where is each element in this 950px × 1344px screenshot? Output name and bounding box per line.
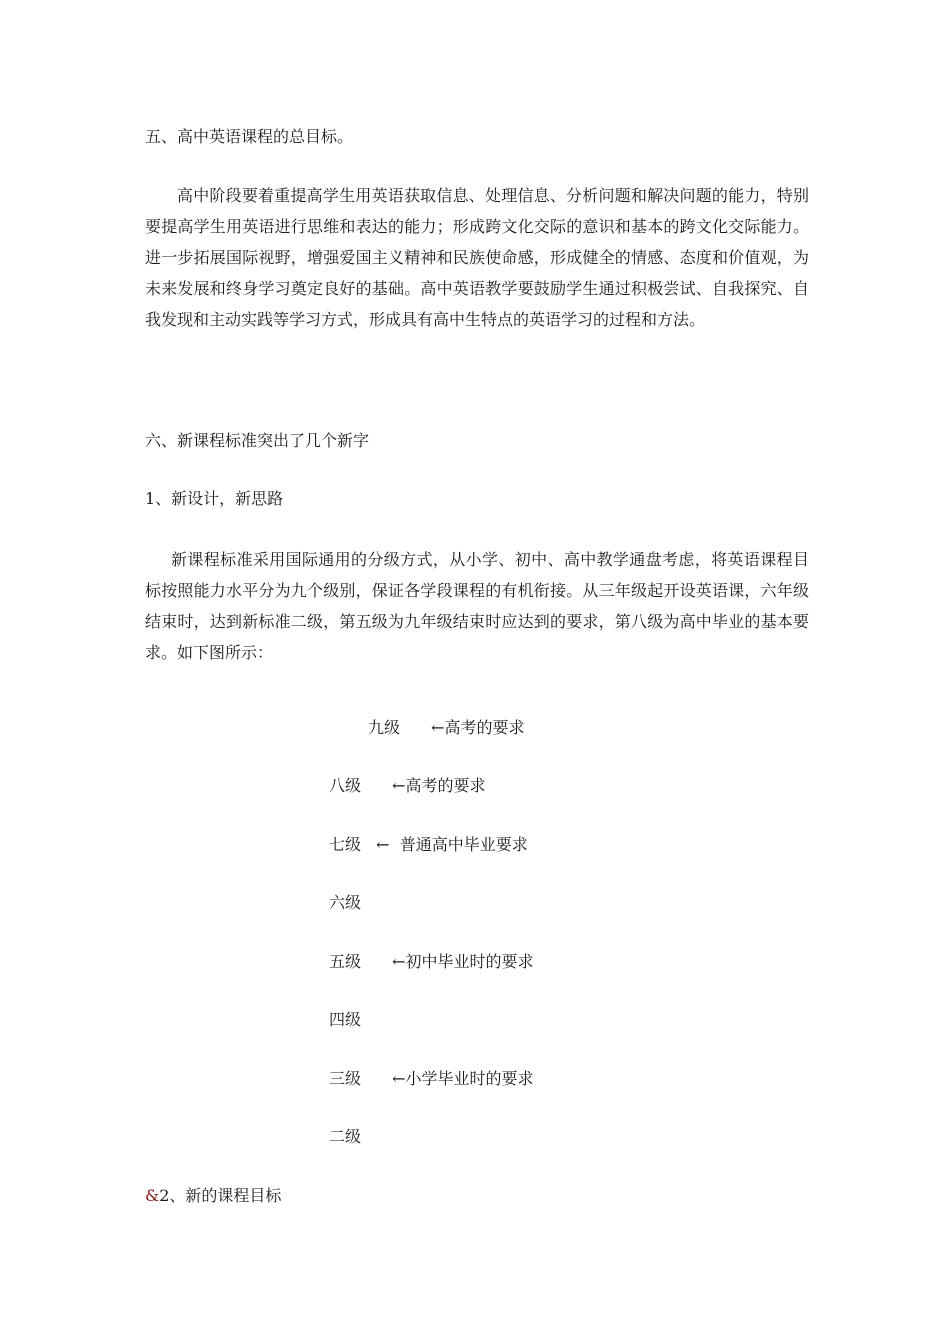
level-row — [329, 1069, 534, 1089]
level-row — [329, 835, 528, 855]
level-row — [329, 1127, 361, 1147]
level-row — [329, 952, 534, 972]
level-label: 九级 — [368, 718, 401, 737]
level-label: 八级 — [329, 776, 362, 795]
level-row — [329, 1010, 361, 1030]
level-note: ←高考的要求 — [431, 718, 525, 737]
level-label: 四级 — [329, 1010, 362, 1029]
level-note: ←初中毕业时的要求 — [392, 952, 534, 971]
section6-sub1-body: 新课程标准采用国际通用的分级方式，从小学、初中、高中教学通盘考虑，将英语课程目标按照能力水平分为九个级别，保证各学段课程的有机衔接。从三年级起开设英语课，六年级结束时，达到新标准二级，第五级为九年级结束时应达到的要求，第八级为高中毕业的基本要求。如下图所示： — [145, 550, 809, 662]
level-label: 三级 — [329, 1069, 362, 1088]
level-note: ←小学毕业时的要求 — [392, 1069, 534, 1088]
level-row — [329, 893, 361, 913]
level-row — [368, 718, 525, 738]
level-label: 五级 — [329, 952, 362, 971]
section6-heading: 六、新课程标准突出了几个新字 — [145, 431, 370, 450]
level-label: 六级 — [329, 893, 362, 912]
section6-sub1-heading: 1、新设计，新思路 — [145, 489, 284, 508]
level-label: 七级 — [329, 835, 362, 854]
ampersand-mark: & — [145, 1186, 160, 1205]
level-label: 二级 — [329, 1127, 362, 1146]
section6-sub2-text: 2、新的课程目标 — [159, 1186, 282, 1205]
level-row — [329, 776, 486, 796]
section5-body: 高中阶段要着重提高学生用英语获取信息、处理信息、分析问题和解决问题的能力，特别要提高学生用英语进行思维和表达的能力；形成跨文化交际的意识和基本的跨文化交际能力。进一步拓展国际视野，增强爱国主义精神和民族使命感，形成健全的情感、态度和价值观，为未来发展和终身学习奠定良好的基础。高中英语教学要鼓励学生通过积极尝试、自我探究、自我发现和主动实践等学习方式，形成具有高中生特点的英语学习的过程和方法。 — [145, 186, 809, 329]
level-note: ←高考的要求 — [392, 776, 486, 795]
section5-heading: 五、高中英语课程的总目标。 — [145, 127, 354, 146]
level-note: ← 普通高中毕业要求 — [376, 835, 528, 854]
section6-sub2-heading — [145, 1186, 281, 1206]
